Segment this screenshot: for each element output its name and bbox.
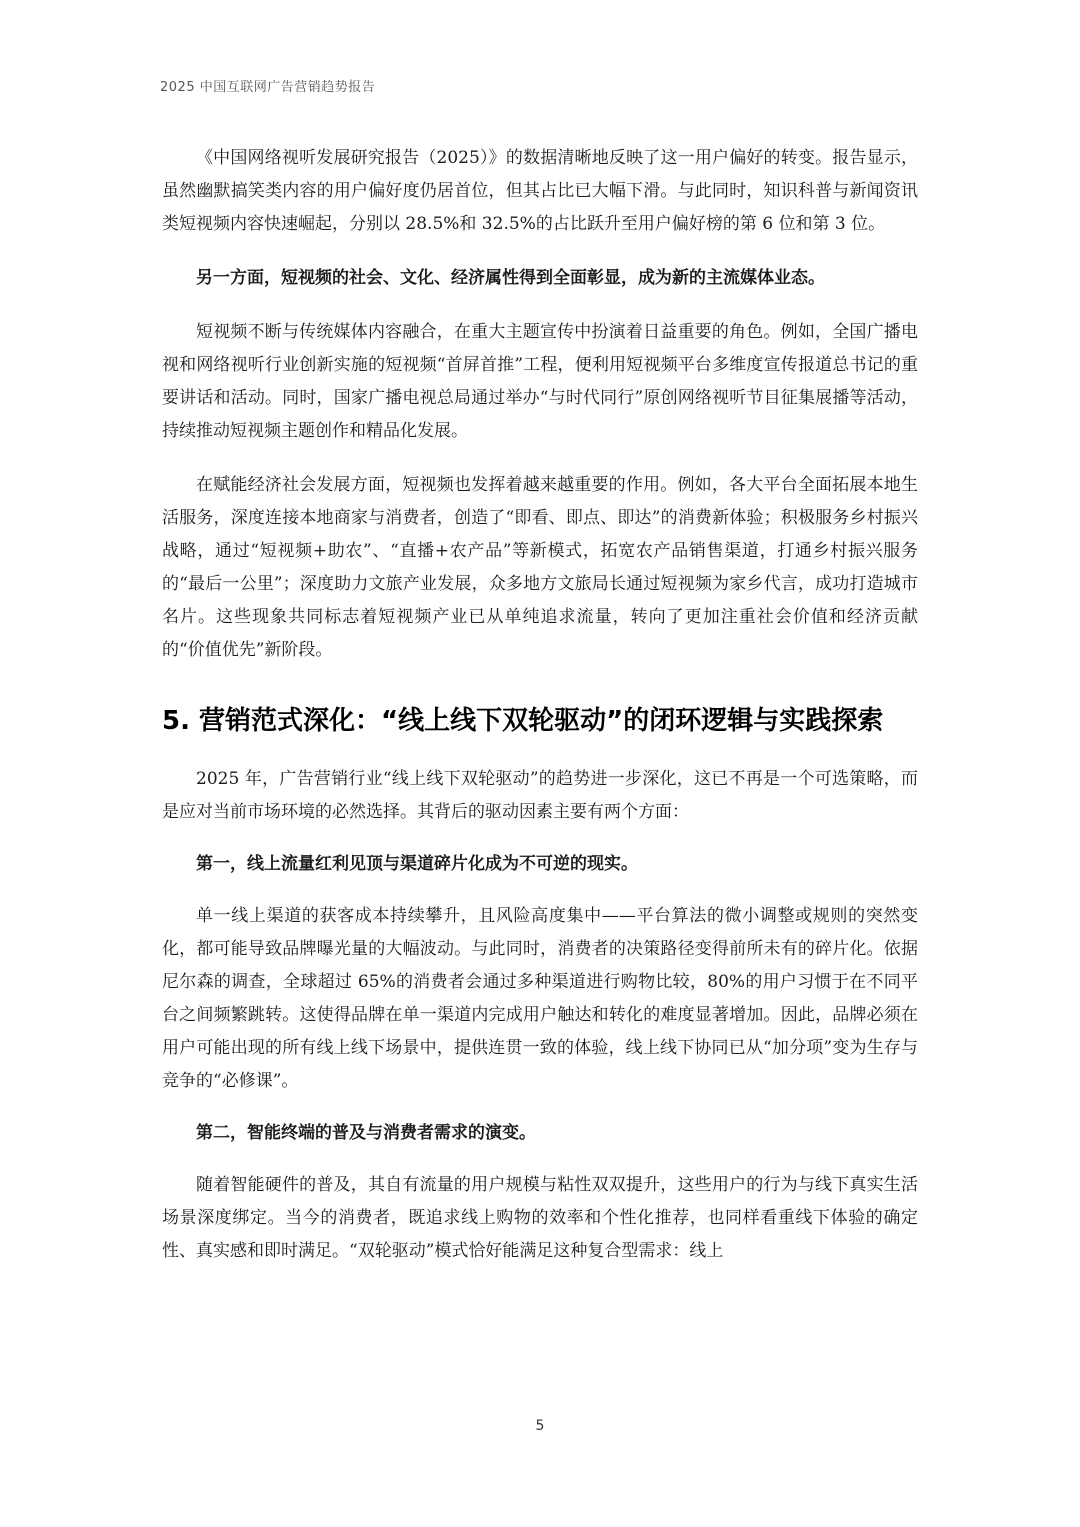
- body-content: [162, 142, 918, 1268]
- bold-point-second: 第二，智能终端的普及与消费者需求的演变。: [196, 1123, 536, 1143]
- paragraph-media-integration: 短视频不断与传统媒体内容融合，在重大主题宣传中扮演着日益重要的角色。例如，全国广播电视和网络视听行业创新实施的短视频“首屏首推”工程，便利用短视频平台多维度宣传报道总书记的重要讲话和活动。同时，国家广播电视总局通过举办“与时代同行”原创网络视听节目征集展播等活动，持续推动短视频主题创作和精品化发展。: [162, 322, 918, 441]
- bold-point-first: 第一，线上流量红利见顶与渠道碎片化成为不可逆的现实。: [196, 854, 638, 874]
- paragraph-traffic-fragmentation: 单一线上渠道的获客成本持续攀升，且风险高度集中——平台算法的微小调整或规则的突然变化，都可能导致品牌曝光量的大幅波动。与此同时，消费者的决策路径变得前所未有的碎片化。依据尼尔森的调查，全球超过 65%的消费者会通过多种渠道进行购物比较，80%的用户习惯于在不同平台之间频繁跳转。这使得品牌在单一渠道内完成用户触达和转化的难度显著增加。因此，品牌必须在用户可能出现的所有线上线下场景中，提供连贯一致的体验，线上线下协同已从“加分项”变为生存与竞争的“必修课”。: [162, 906, 918, 1091]
- section-heading-5: 5. 营销范式深化：“线上线下双轮驱动”的闭环逻辑与实践探索: [162, 706, 884, 736]
- paragraph-economic-empowerment: 在赋能经济社会发展方面，短视频也发挥着越来越重要的作用。例如，各大平台全面拓展本地生活服务，深度连接本地商家与消费者，创造了“即看、即点、即达”的消费新体验；积极服务乡村振兴战略，通过“短视频+助农”、“直播+农产品”等新模式，拓宽农产品销售渠道，打通乡村振兴服务的“最后一公里”；深度助力文旅产业发展，众多地方文旅局长通过短视频为家乡代言，成功打造城市名片。这些现象共同标志着短视频产业已从单纯追求流量，转向了更加注重社会价值和经济贡献的“价值优先”新阶段。: [162, 475, 918, 660]
- running-header: 2025 中国互联网广告营销趋势报告: [160, 80, 376, 95]
- page-number: 5: [535, 1418, 545, 1434]
- paragraph-dual-drive-intro: 2025 年，广告营销行业“线上线下双轮驱动”的趋势进一步深化，这已不再是一个可选策略，而是应对当前市场环境的必然选择。其背后的驱动因素主要有两个方面：: [162, 769, 918, 822]
- paragraph-smart-terminals: 随着智能硬件的普及，其自有流量的用户规模与粘性双双提升，这些用户的行为与线下真实生活场景深度绑定。当今的消费者，既追求线上购物的效率和个性化推荐，也同样看重线下体验的确定性、真实感和即时满足。“双轮驱动”模式恰好能满足这种复合型需求：线上: [162, 1175, 918, 1261]
- bold-statement-mainstream-media: 另一方面，短视频的社会、文化、经济属性得到全面彰显，成为新的主流媒体业态。: [196, 268, 825, 288]
- paragraph-user-preference: 《中国网络视听发展研究报告（2025）》的数据清晰地反映了这一用户偏好的转变。报告显示，虽然幽默搞笑类内容的用户偏好度仍居首位，但其占比已大幅下滑。与此同时，知识科普与新闻资讯类短视频内容快速崛起，分别以 28.5%和 32.5%的占比跃升至用户偏好榜的第 6 位和第 3 位。: [162, 148, 918, 234]
